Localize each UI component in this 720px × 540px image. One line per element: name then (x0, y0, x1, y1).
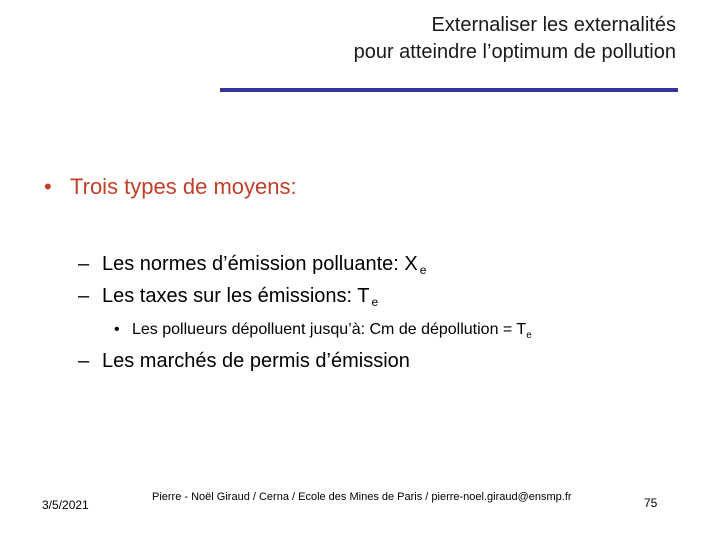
title-line-1: Externaliser les externalités (431, 14, 676, 36)
bullet-level1 (44, 174, 297, 200)
page-number: 75 (644, 496, 658, 510)
slide-title (354, 12, 676, 66)
subscript: e (419, 263, 427, 277)
title-divider (220, 88, 678, 92)
item-text: Les pollueurs dépolluent jusqu’à: Cm de dépollution = T (132, 321, 527, 338)
list-item-taxes (78, 285, 378, 309)
list-item-marches (78, 350, 410, 373)
item-text: Les taxes sur les émissions: T (102, 285, 370, 307)
subscript: e (526, 330, 532, 341)
item-text: Les normes d’émission polluante: X (102, 253, 418, 275)
dash-marker: – (78, 253, 90, 275)
bullet-marker: • (114, 321, 120, 338)
footer-author: Pierre - Noël Giraud / Cerna / Ecole des Mines de Paris / pierre-noel.giraud@ensmp.fr (152, 491, 572, 503)
subscript: e (371, 295, 379, 309)
bullet-marker: • (44, 174, 52, 199)
list-item-normes (78, 253, 426, 277)
list-item-pollueurs (114, 321, 532, 341)
dash-marker: – (78, 350, 90, 372)
title-line-2: pour atteindre l’optimum de pollution (353, 41, 676, 63)
dash-marker: – (78, 285, 90, 307)
bullet-text: Trois types de moyens: (70, 174, 297, 199)
item-text: Les marchés de permis d’émission (102, 350, 410, 372)
footer-date: 3/5/2021 (42, 498, 89, 512)
